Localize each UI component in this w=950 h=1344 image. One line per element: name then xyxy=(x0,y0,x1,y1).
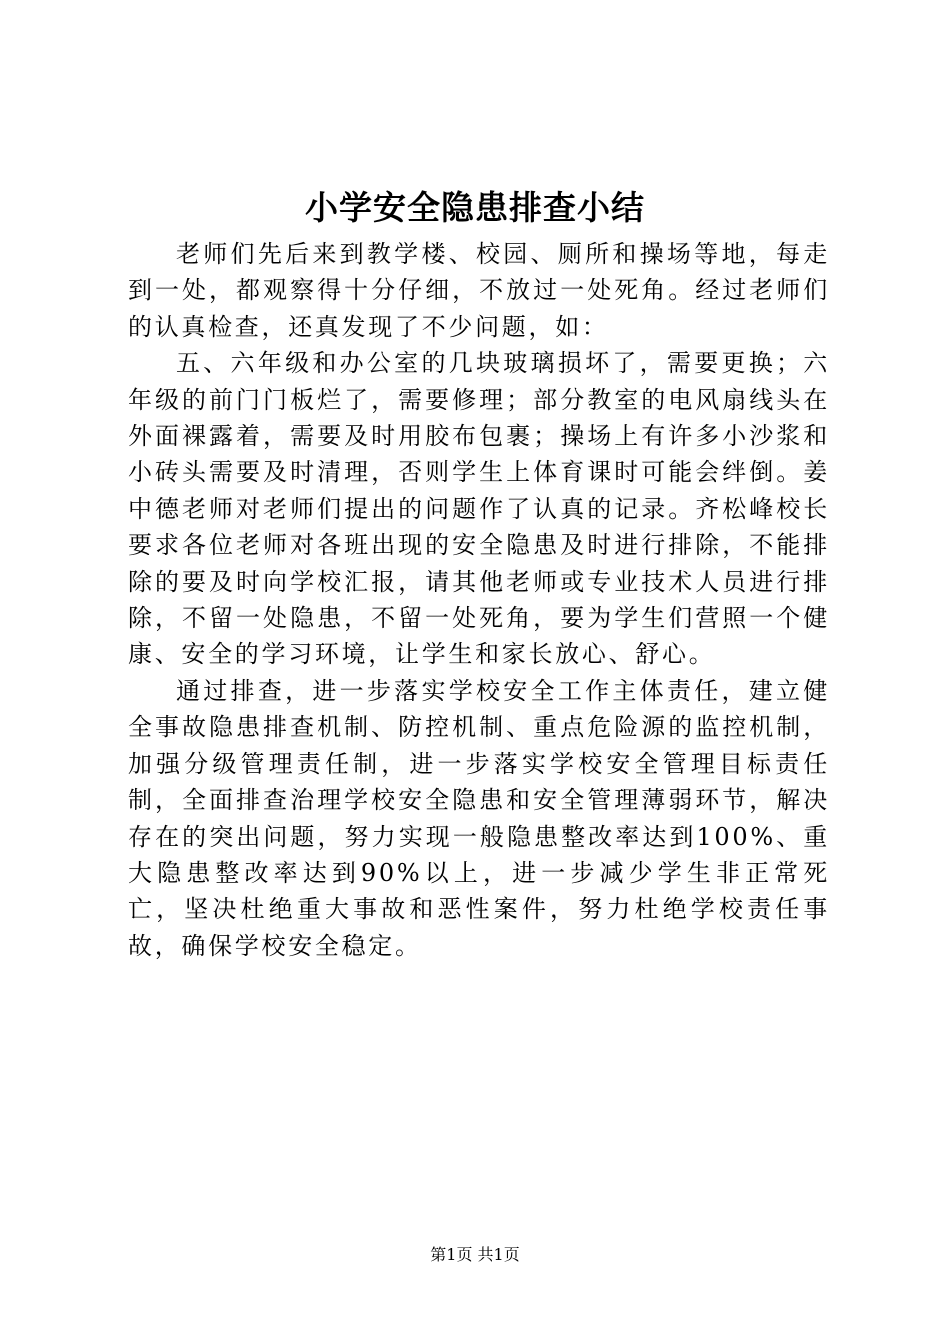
paragraph-conclusion: 通过排查，进一步落实学校安全工作主体责任，建立健全事故隐患排查机制、防控机制、重点危险源的监控机制，加强分级管理责任制，进一步落实学校安全管理目标责任制，全面排查治理学校安全隐患和安全管理薄弱环节，解决存在的突出问题，努力实现一般隐患整改率达到100%、重大隐患整改率达到90%以上，进一步减少学生非正常死亡，坚决杜绝重大事故和恶性案件，努力杜绝学校责任事故，确保学校安全稳定。 xyxy=(128,676,830,960)
paragraph-problems: 五、六年级和办公室的几块玻璃损坏了，需要更换；六年级的前门门板烂了，需要修理；部分教室的电风扇线头在外面裸露着，需要及时用胶布包裹；操场上有许多小沙浆和小砖头需要及时清理，否则学生上体育课时可能会绊倒。姜中德老师对老师们提出的问题作了认真的记录。齐松峰校长要求各位老师对各班出现的安全隐患及时进行排除，不能排除的要及时向学校汇报，请其他老师或专业技术人员进行排除，不留一处隐患，不留一处死角，要为学生们营照一个健康、安全的学习环境，让学生和家长放心、舒心。 xyxy=(128,349,830,669)
document-body xyxy=(128,236,830,964)
paragraph-inspection: 老师们先后来到教学楼、校园、厕所和操场等地，每走到一处，都观察得十分仔细，不放过一处死角。经过老师们的认真检查，还真发现了不少问题，如： xyxy=(128,240,830,341)
document-title: 小学安全隐患排查小结 xyxy=(305,188,645,227)
page-footer: 第1页 共1页 xyxy=(430,1245,520,1264)
